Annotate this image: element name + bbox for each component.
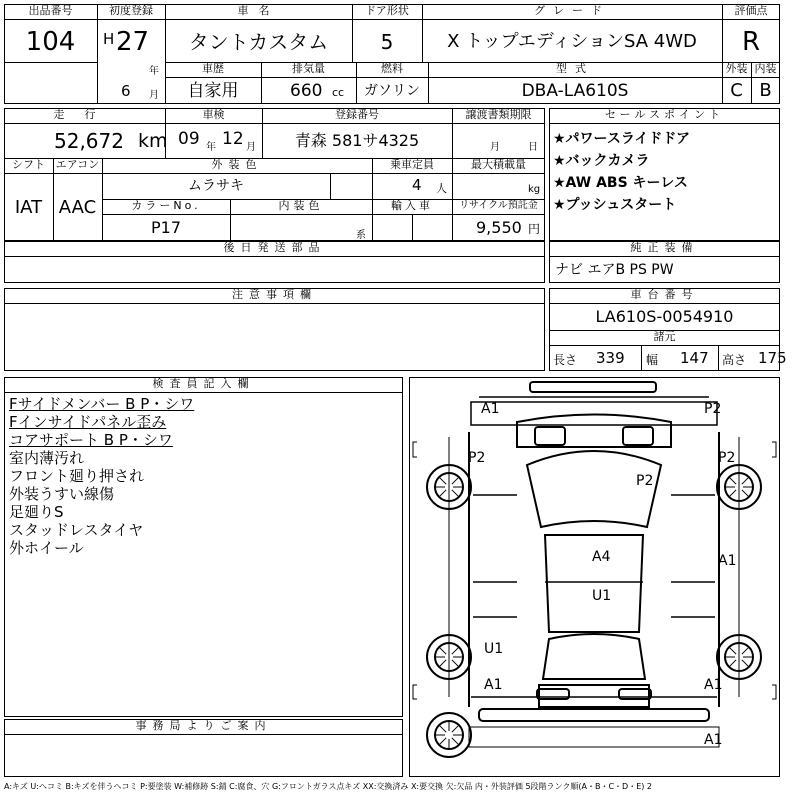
wheel-spoke — [452, 660, 458, 666]
model: DBA-LA610S — [521, 81, 629, 101]
first-reg-year-unit: 年 — [149, 66, 159, 77]
wheel-spoke — [742, 660, 748, 666]
displacement-header: 排気量 — [292, 62, 325, 75]
aircon: AAC — [58, 197, 97, 218]
capacity: 4 — [412, 176, 422, 194]
inspector-remark-line: スタッドレスタイヤ — [9, 521, 144, 539]
mileage-header: 走行 — [53, 108, 116, 121]
transfer-day-unit: 日 — [528, 142, 538, 153]
exterior-grade: C — [730, 80, 743, 101]
inspection-month-unit: 月 — [246, 142, 256, 153]
history-header: 車歴 — [202, 62, 224, 75]
first-reg-year: 27 — [116, 27, 150, 57]
height-label: 高さ — [722, 353, 747, 367]
fuel: ガソリン — [364, 83, 420, 99]
dimensions-header: 諸元 — [653, 330, 676, 343]
notes-header: 注意事項欄 — [232, 288, 317, 301]
color-no-header: カラーNo. — [131, 199, 201, 212]
inspector-remark-line: 外ホイール — [9, 539, 84, 557]
wheel-spoke — [440, 660, 446, 666]
height: 175 — [758, 349, 787, 367]
inspector-header: 検査員記入欄 — [152, 377, 255, 390]
standard-equipment: ナビ エアB PS PW — [555, 262, 674, 278]
damage-mark-roof: A4 — [592, 549, 611, 565]
mileage: 52,672 — [54, 129, 124, 153]
interior-color-header: 内装色 — [278, 199, 324, 212]
first-reg-month: 6 — [121, 82, 131, 100]
model-header: 型式 — [556, 62, 594, 75]
shift-header: シフト — [12, 158, 45, 171]
max-load-header: 最大積載量 — [471, 158, 526, 171]
plate-header: 登録番号 — [335, 108, 379, 121]
inspector-remark-line: Fサイドメンバー B P・シワ — [9, 395, 195, 413]
damage-mark-roof-rear: U1 — [592, 588, 612, 604]
length: 339 — [596, 349, 625, 367]
wheel-spoke — [730, 660, 736, 666]
wheel-spoke — [452, 478, 458, 484]
damage-mark-left-rear: U1 — [484, 641, 504, 657]
wheel-spoke — [440, 726, 446, 732]
inspector-remark-line: 足廻りS — [9, 503, 64, 521]
recycle: 9,550 — [476, 218, 522, 237]
width-label: 幅 — [646, 353, 659, 367]
length-label: 長さ — [553, 353, 578, 367]
shift: IAT — [14, 197, 43, 218]
later-parts-header: 後日発送部品 — [223, 241, 326, 254]
damage-mark-front-right: P2 — [704, 401, 722, 417]
sales-point-2: ★バックカメラ — [553, 153, 650, 169]
wheel-spoke — [742, 648, 748, 654]
inspection-month: 12 — [222, 129, 244, 149]
grade-header: グレード — [534, 4, 610, 17]
doors-header: ドア形状 — [365, 4, 409, 17]
plate: 青森 581サ4325 — [294, 131, 420, 150]
import-header: 輸入車 — [391, 199, 433, 212]
exterior-grade-header: 外装 — [725, 62, 748, 75]
car-name-header: 車名 — [237, 4, 280, 17]
transfer-month-unit: 月 — [490, 142, 500, 153]
office-header: 事務局よりご案内 — [135, 719, 272, 732]
damage-mark-right-quarter: A1 — [704, 677, 723, 693]
rating: R — [741, 27, 761, 57]
mileage-unit: km — [138, 130, 168, 152]
wheel-spoke — [452, 738, 458, 744]
wheel-spoke — [452, 726, 458, 732]
wheel-spoke — [452, 490, 458, 496]
inspection-year: 09 — [178, 129, 200, 149]
first-reg-header: 初度登録 — [109, 4, 153, 17]
interior-grade-header: 内装 — [754, 62, 777, 75]
sales-point-4: ★プッシュスタート — [553, 197, 677, 213]
car-name: タントカスタム — [188, 30, 329, 54]
damage-mark-front-left: A1 — [481, 401, 500, 417]
inspector-remark-line: コアサポート B P・シワ — [9, 431, 173, 449]
car-diagram — [409, 377, 780, 777]
lot-number: 104 — [25, 27, 76, 57]
interior-color-unit: 系 — [356, 230, 366, 241]
wheel-spoke — [730, 478, 736, 484]
sales-point-1: ★パワースライドドア — [553, 131, 691, 147]
history: 自家用 — [187, 81, 239, 101]
recycle-header: リサイクル預託金 — [459, 200, 538, 211]
inspector-remark-line: 外装うすい線傷 — [9, 485, 115, 503]
damage-mark-left-fender: P2 — [468, 450, 486, 466]
displacement-unit: cc — [332, 86, 345, 99]
wheel-spoke — [440, 490, 446, 496]
first-reg-month-unit: 月 — [149, 90, 159, 101]
wheel-spoke — [730, 490, 736, 496]
color-no: P17 — [150, 218, 181, 237]
wheel-spoke — [452, 648, 458, 654]
damage-mark-right-fender: P2 — [718, 450, 736, 466]
exterior-color: ムラサキ — [188, 178, 244, 194]
sales-points-header: セールスポイント — [604, 108, 724, 121]
damage-legend: A:キズ U:ヘコミ B:キズを伴うヘコミ P:要塗装 W:補修跡 S:錆 C:腐食、穴 G:フロントガラス点キズ XX:交換済み X:要交換 欠:欠品 内・外装評価 5段階ランク順(A・B・C・D・E) 2 — [4, 782, 653, 791]
wheel-spoke — [730, 648, 736, 654]
exterior-color-header: 外装色 — [211, 158, 263, 171]
wheel-spoke — [440, 648, 446, 654]
chassis-header: 車台番号 — [630, 288, 699, 301]
capacity-header: 乗車定員 — [390, 158, 434, 171]
inspector-remark-line: Fインサイドパネル歪み — [9, 413, 167, 431]
rating-header: 評価点 — [734, 4, 768, 17]
inspection-year-unit: 年 — [206, 142, 216, 153]
max-load-unit: kg — [528, 184, 541, 195]
damage-mark-right-door: A1 — [718, 553, 737, 569]
wheel-spoke — [440, 738, 446, 744]
wheel-spoke — [742, 490, 748, 496]
inspection-header: 車検 — [202, 108, 225, 121]
wheel-spoke — [440, 478, 446, 484]
inspector-remarks — [9, 395, 399, 557]
lot-header: 出品番号 — [28, 4, 73, 17]
capacity-unit: 人 — [436, 182, 447, 195]
chassis: LA610S-0054910 — [595, 307, 734, 326]
transfer-header: 譲渡書類期限 — [465, 108, 532, 121]
width: 147 — [680, 349, 709, 367]
grade: X トップエディションSA 4WD — [447, 31, 697, 52]
damage-mark-rear: A1 — [704, 732, 723, 748]
doors: 5 — [380, 30, 394, 54]
wheel-spoke — [742, 478, 748, 484]
inspector-remark-line: 室内薄汚れ — [9, 449, 85, 467]
displacement: 660 — [290, 81, 323, 101]
aircon-header: エアコン — [55, 158, 100, 171]
fuel-header: 燃料 — [381, 62, 403, 75]
standard-equipment-header: 純正装備 — [630, 241, 699, 254]
sales-point-3: ★AW ABS キーレス — [553, 175, 688, 191]
damage-mark-windshield: P2 — [636, 473, 654, 489]
recycle-unit: 円 — [528, 222, 541, 236]
first-reg-era: H — [103, 30, 115, 48]
interior-grade: B — [759, 80, 772, 101]
inspector-remark-line: フロント廻り押され — [9, 467, 145, 485]
damage-mark-left-quarter: A1 — [484, 677, 503, 693]
